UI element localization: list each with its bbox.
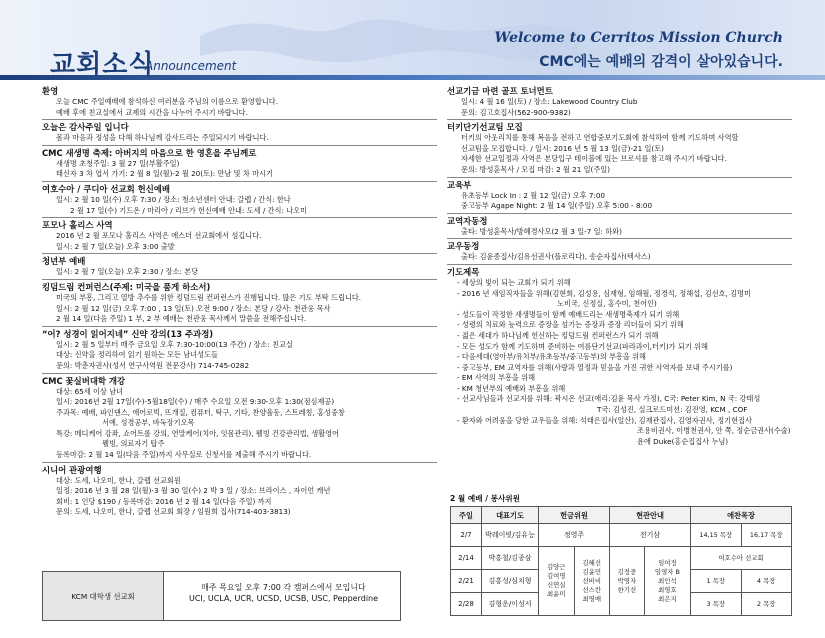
section-heading: 교우동정	[447, 241, 480, 252]
offering-list-1	[539, 547, 575, 616]
col-header: 현관안내	[610, 507, 691, 524]
church-motto: CMC에는 예배의 감격이 살아있습니다.	[539, 54, 783, 70]
name-entry: 신연실	[546, 581, 566, 589]
fellowship-cell: 1 목장	[691, 570, 742, 593]
announcement-line: 주과목: 예배, 파인댄스, 에어로빅, 뜨개질, 컴퓨터, 탁구, 기타, 찬양율동, 스트레칭, 홍성중창	[56, 407, 345, 417]
section-heading: 킹덤드림 컨퍼런스(주제: 미국을 품게 하소서)	[42, 281, 211, 292]
name-entry: 김여명	[546, 572, 566, 580]
date-cell: 2/21	[451, 570, 482, 593]
offering-cell: 정영주	[539, 524, 610, 547]
date-cell: 2/7	[451, 524, 482, 547]
announcement-line: 터키의 아웃리치를 통해 복음을 전하고 연합중보기도회에 참석하여 함께 기도하며 사역할	[461, 133, 739, 143]
section-divider	[42, 462, 437, 463]
announcement-line: 선교팀을 모집합니다. / 일시: 2016 년 5 월 13 일(금)-21 일(토)	[461, 143, 664, 153]
announcement-line: - 모든 성도가 함께 기도하며 준비하는 여름단기선교(파라과이,터키)가 되기 위해	[457, 341, 708, 351]
kcm-label: KCM 대학생 선교회	[43, 572, 164, 620]
table-row	[451, 524, 792, 547]
name-entry: 임여정	[658, 558, 677, 567]
announcement-line: 노비국, 신정실, 홍수미, 천어인)	[557, 299, 657, 309]
col-header: 헌금위원	[539, 507, 610, 524]
offering-list-2	[574, 547, 610, 616]
announcement-line: 출타: 방성훈목사/방혜경사모(2 월 3 일-7 일: 하와)	[461, 226, 622, 236]
kcm-line-2: UCI, UCLA, UCR, UCSD, UCSB, USC, Pepperdine	[188, 594, 379, 603]
section-heading: 포모나 홀리스 사역	[42, 220, 113, 231]
date-cell: 2/28	[451, 593, 482, 616]
announcement-line: - 성도들이 작정한 새생명들이 함께 예배드리는 새생명축제가 되기 위해	[457, 309, 680, 319]
schedule-header-row	[451, 507, 792, 524]
name-entry: 임영자 B	[654, 567, 680, 576]
usher-list-1	[610, 547, 645, 616]
section-divider	[42, 119, 437, 120]
announcement-line: 윤애 Duke(홍순집집사 누님)	[637, 436, 729, 446]
name-entry: 최영매	[582, 594, 602, 603]
announcement-line: 특강: 메디케어 강좌, 쇼어트롤 강의, 연말케어(치아, 잇몸관리), 웰빙 건강관리법, 생활영어	[56, 428, 340, 438]
fellowship-cell: 3 목장	[691, 593, 742, 616]
col-header: 대표기도	[482, 507, 539, 524]
prayer-cell: 김형운/이성서	[482, 593, 539, 616]
fellowship-cell: 14,15 목장	[691, 524, 742, 547]
name-entry: 최윤미	[546, 590, 566, 598]
section-divider	[42, 217, 437, 218]
announcement-line: 출타: 김윤종집사/김유선권사(플로리다), 송순자집사(텍사스)	[461, 252, 651, 262]
fellowship-cell: 2 목장	[741, 593, 792, 616]
col-header: 주일	[451, 507, 482, 524]
announcement-line: - EM 사역의 부흥을 위해	[457, 373, 536, 383]
announcement-line: 몸과 마음과 정성을 다해 하나님께 감사드리는 주일되시기 바랍니다.	[56, 133, 269, 143]
date-cell: 2/14	[451, 547, 482, 570]
section-heading: 기도제목	[447, 266, 480, 277]
section-divider	[447, 177, 792, 178]
announcement-line: 예배 후에 친교실에서 교제의 시간을 나누어 주시기 바랍니다.	[56, 107, 248, 117]
announcement-line: 유초등부 Lock In : 2 월 12 일(금) 오후 7:00	[461, 190, 606, 200]
announcement-line: 태신자 3 차 엽서 가기: 2 월 8 일(월)-2 월 20(토): 만남 및 차 마시기	[56, 169, 273, 179]
announcement-line: - 2016 년 새임직자들을 위해(김현희, 김성용, 심재형, 임해월, 정경석, 정해섭, 김선호, 김명미	[457, 288, 751, 298]
announcement-line: 웰빙, 의료자기 탑주	[102, 439, 165, 449]
section-divider	[42, 145, 437, 146]
announcement-line: - 젊은 세대가 하나님께 헌신하는 킹덤드림 컨퍼런스가 되기 위해	[457, 330, 659, 340]
announcement-line: 일정: 2016 년 3 월 28 일(월)-3 월 30 일(수) 2 박 3 일 / 장소: 브라이스 , 자이언 캐년	[56, 486, 331, 496]
announcement-line: - KM 청년부의 예배와 부흥을 위해	[457, 383, 566, 393]
announcement-line: 서예, 성경공부, 바둑장기오목	[102, 418, 195, 428]
section-divider	[42, 253, 437, 254]
announcement-line: 2 월 17 일(수) 기드온 / 마리아 / 리브가 헌신예배 안내: 도세 / 간식: 나오미	[70, 205, 308, 215]
kcm-text	[171, 582, 396, 604]
announcement-line: 등록마감: 2 월 14 일(다음 주일)까지 사무실로 신청서를 제출해 주시기 바랍니다.	[56, 450, 312, 460]
section-heading: “어? 성경이 읽어지네” 신약 강의(13 주과정)	[42, 328, 214, 339]
announcement-line: 일시: 2 월 5 일부터 매주 금요일 오후 7:30-10:00(13 주간) / 장소: 친교실	[56, 339, 293, 349]
section-divider	[447, 119, 792, 120]
section-divider	[447, 238, 792, 239]
schedule-title: 2 월 예배 / 봉사위원	[450, 494, 520, 503]
name-entry: 한기선	[617, 585, 637, 594]
announcement-line: 2016 년 2 월 포모나 홀리스 사역은 에스더 선교회에서 섬깁니다.	[56, 231, 262, 241]
name-entry: 선스칸	[582, 585, 602, 594]
section-heading: 터키단기선교팀 모집	[447, 122, 523, 133]
name-entry: 박영자	[617, 576, 637, 585]
announcement-line: - 성령의 치료와 능력으로 증장을 섬기는 증장과 증장 리더들이 되기 위해	[457, 320, 684, 330]
section-heading: 여호수아 / 쿠디아 선교회 헌신예배	[42, 183, 170, 194]
left-announcements	[42, 84, 437, 518]
prayer-cell: 김흥성/심치형	[482, 570, 539, 593]
announcement-line: 미국의 부흥, 그리고 열방 추수를 위한 킹덤드림 컨퍼런스가 진행됩니다. 많은 기도 부탁 드립니다.	[56, 292, 362, 302]
col-header: 애찬목장	[691, 507, 792, 524]
announcement-line: 대상: 도세, 나오미, 한나, 갈렙 선교회원	[56, 475, 181, 485]
announcement-line: 2 월 14 일(다음 주일) 1 부, 2 부 예배는 천관웅 목사께서 말씀을 전해주십니다.	[56, 314, 307, 324]
schedule-table	[450, 506, 792, 616]
name-entry: 선비비	[582, 576, 602, 585]
announcement-line: 대상: 65세 이상 남녀	[56, 386, 124, 396]
section-divider	[42, 326, 437, 327]
section-heading: 청년부 예배	[42, 256, 86, 267]
announcement-line: 문의: 김고호집사(562-900-9382)	[461, 107, 571, 117]
table-row	[451, 547, 792, 570]
announcement-line: - 다음세대(영아부/유치부/유초등부/중고등부)의 부흥을 위해	[457, 352, 646, 362]
announcement-line: 새생명 초청주일: 3 월 27 일(부활주일)	[56, 158, 180, 168]
section-divider	[42, 373, 437, 374]
right-announcements	[447, 84, 792, 447]
section-heading: 선교기금 마련 골프 토너먼트	[447, 86, 553, 96]
announcement-line: 일시: 2 월 10 일(수) 오후 7:30 / 장소: 청소년센터 안내: 갈렙 / 간식: 한나	[56, 194, 291, 204]
announcement-line: T국: 김성진, 실크로드미션: 김진영, KCM , COF	[597, 405, 748, 415]
section-heading: 오늘은 감사주일 입니다	[42, 122, 129, 133]
announcement-line: 일시: 2016년 2월 17일(수)-5월18일(수) / 매주 수요일 오전 9:30-오후 1:30(점심제공)	[56, 397, 335, 407]
announcement-line: 일시: 2 월 7 일(오늘) 오후 3:00 출발	[56, 241, 175, 251]
page-title: 교회소식	[50, 50, 155, 80]
announcement-line: 일시: 4 월 16 일(토) / 장소: Lakewood Country Club	[461, 97, 638, 106]
page-subtitle: Announcement	[145, 59, 237, 73]
section-heading: 교역자동정	[447, 215, 488, 226]
section-heading: CMC 새생명 축제: 아버지의 마음으로 한 영혼을 주님께로	[42, 147, 257, 158]
section-divider	[447, 213, 792, 214]
section-divider	[447, 264, 792, 265]
announcement-line: - 환자와 어려움을 당한 교우들을 위해: 석태은집사(일산), 김재관집사, 김영자권사, 정기현집사	[457, 415, 752, 425]
announcement-line: 자세한 선교일정과 사역은 본당입구 테이블에 있는 브로셔를 참고해 주시기 바랍니다.	[461, 154, 727, 164]
announcement-line: 문의: 도세, 나오미, 한나, 갈렙 선교회 회장 / 임원희 집사(714-403-3813)	[56, 507, 291, 517]
section-heading: 교육부	[447, 179, 472, 190]
announcement-line: - 세상의 빛이 되는 교회가 되기 위해	[457, 277, 571, 287]
prayer-cell: 박레이빗/김유능	[482, 524, 539, 547]
fellowship-cell: 4 목장	[741, 570, 792, 593]
announcement-line: - 선교사님들과 선교지를 위해: 곽시온 선교(애리:김윤 목사 가정), C국: Peter Kim, N 국: 강태성	[457, 394, 761, 404]
name-entry: 최인석	[658, 576, 677, 585]
section-divider	[42, 181, 437, 182]
usher-list-2	[644, 547, 690, 616]
announcement-line: 일시: 2 월 7 일(오늘) 오후 2:30 / 장소: 본당	[56, 267, 199, 277]
announcement-line: 오늘 CMC 주일예배에 참석하신 여러분을 주님의 이름으로 환영합니다.	[56, 97, 278, 106]
fellowship-cell: 16,17 목장	[741, 524, 792, 547]
announcement-line: 문의: 방성훈목사 / 모집 마감: 2 월 21 일(주일)	[461, 164, 611, 174]
name-entry: 김양근	[546, 563, 566, 571]
usher-cell: 전기삼	[610, 524, 691, 547]
announcement-line: 조용비권사, 이병천권사, 안 쪽, 정순금권사(수술)	[637, 426, 791, 436]
fellowship-cell: 여호수아 선교회	[691, 547, 792, 570]
welcome-text: Welcome to Cerritos Mission Church	[494, 30, 783, 46]
section-heading: 시니어 관광여행	[42, 464, 102, 475]
kcm-box	[42, 571, 401, 621]
announcement-line: 문의: 박춘자권사(성서 연구사역원 전문강사) 714-745-0282	[56, 360, 250, 370]
section-divider	[42, 279, 437, 280]
section-heading: 환영	[42, 86, 59, 96]
announcement-line: - 중고등부, EM 교역자를 위해(사랑과 열정과 믿음을 가진 귀한 사역자를 보내 주시기를)	[457, 362, 733, 372]
section-heading: CMC 꽃실버대학 개강	[42, 375, 126, 386]
name-entry: 최은지	[658, 594, 677, 603]
kcm-line-1: 매주 목요일 오후 7:00 각 캠퍼스에서 모입니다	[201, 583, 366, 592]
announcement-line: 회비: 1 인당 $190 / 등록마감: 2016 년 2 월 14 일(다음 주일) 까지	[56, 496, 272, 506]
announcement-line: 대상: 신약을 정리하여 읽기 원하는 모든 남녀성도들	[56, 350, 218, 360]
announcement-line: 일시: 2 월 12 일(금) 오후 7:00 , 13 일(토) 오전 9:00 / 장소: 본당 / 강사: 천관웅 목사	[56, 303, 331, 313]
name-entry: 김윤민	[582, 567, 602, 576]
name-entry: 김혜선	[582, 558, 602, 567]
announcement-line: 중고등부 Agape Night: 2 월 14 일(주일) 오후 5:00 - 8:00	[461, 201, 653, 211]
name-entry: 김정중	[617, 567, 637, 576]
name-entry: 최영호	[658, 585, 677, 594]
prayer-cell: 박흥철/김종삼	[482, 547, 539, 570]
